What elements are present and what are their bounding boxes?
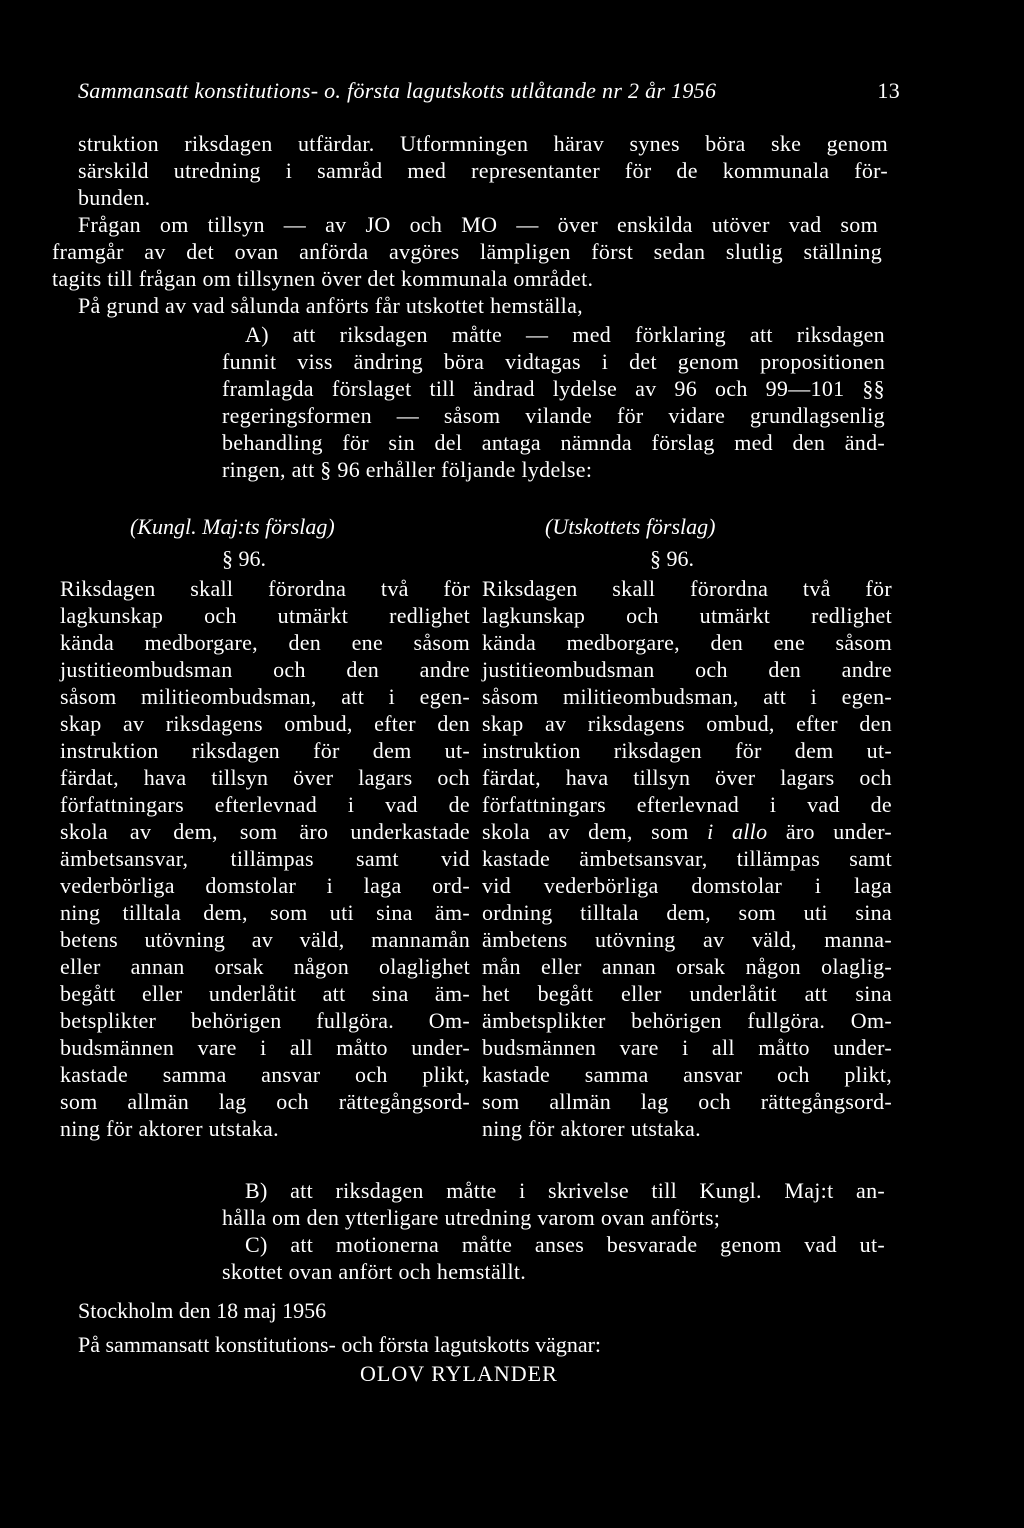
place-and-date: Stockholm den 18 maj 1956: [78, 1298, 327, 1323]
text-line: justitieombudsman och den andre: [60, 657, 470, 682]
text-line: På grund av vad sålunda anförts får utskottet hemställa,: [78, 293, 583, 318]
text-line: ämbetens utövning av väld, manna-: [482, 927, 892, 952]
text-line: kastade samma ansvar och plikt,: [60, 1062, 470, 1087]
text-line: såsom militieombudsman, att i egen-: [482, 684, 892, 709]
text-line: justitieombudsman och den andre: [482, 657, 892, 682]
text-line: vid vederbörliga domstolar i laga: [482, 873, 892, 898]
text-line: skap av riksdagens ombud, efter den: [482, 711, 892, 736]
text-line: B) att riksdagen måtte i skrivelse till Kungl. Maj:t an-: [245, 1178, 885, 1203]
text-line: budsmännen vare i all måtto under-: [482, 1035, 892, 1060]
text-line: bunden.: [78, 185, 151, 210]
text-line: färdat, hava tillsyn över lagars och: [60, 765, 470, 790]
amended-insertion: i allo: [707, 819, 768, 844]
text-line: kastade ämbetsansvar, tillämpas samt: [482, 846, 892, 871]
page-number: 13: [877, 78, 900, 103]
text-line: färdat, hava tillsyn över lagars och: [482, 765, 892, 790]
text-line: skottet ovan anfört och hemställt.: [222, 1259, 527, 1284]
text-line: mån eller annan orsak någon olaglig-: [482, 954, 892, 979]
text-line: ning tilltala dem, som uti sina äm-: [60, 900, 470, 925]
running-header: [78, 78, 900, 104]
left-section-number: § 96.: [222, 546, 266, 571]
text-line: såsom militieombudsman, att i egen-: [60, 684, 470, 709]
text-line: A) att riksdagen måtte — med förklaring att riksdagen: [245, 322, 885, 347]
text-segment: skola av dem, som: [482, 819, 708, 844]
text-line: kända medborgare, den ene såsom: [482, 630, 892, 655]
text-line: som allmän lag och rättegångsord-: [482, 1089, 892, 1114]
text-line: eller annan orsak någon olaglighet: [60, 954, 470, 979]
text-line: instruktion riksdagen för dem ut-: [60, 738, 470, 763]
text-line: betsplikter behörigen fullgöra. Om-: [60, 1008, 470, 1033]
right-section-number: § 96.: [650, 546, 694, 571]
text-line: tagits till frågan om tillsynen över det kommunala området.: [52, 266, 594, 291]
on-behalf-line: På sammansatt konstitutions- och första lagutskotts vägnar:: [78, 1332, 602, 1357]
signature-name: OLOV RYLANDER: [360, 1361, 558, 1386]
text-line: begått eller underlåtit att sina äm-: [60, 981, 470, 1006]
text-line: ning för aktorer utstaka.: [60, 1116, 279, 1141]
text-line: ämbetsansvar, tillämpas samt vid: [60, 846, 470, 871]
text-line: lagkunskap och utmärkt redlighet: [60, 603, 470, 628]
text-line: kastade samma ansvar och plikt,: [482, 1062, 892, 1087]
text-line: vederbörliga domstolar i laga ord-: [60, 873, 470, 898]
text-line: lagkunskap och utmärkt redlighet: [482, 603, 892, 628]
text-segment: äro under-: [767, 819, 893, 844]
text-line: Riksdagen skall förordna två för: [60, 576, 470, 601]
text-line: funnit viss ändring böra vidtagas i det genom propositionen: [222, 349, 885, 374]
header-title: Sammansatt konstitutions- o. första lagutskotts utlåtande nr 2 år 1956: [78, 78, 717, 103]
text-line: C) att motionerna måtte anses besvarade genom vad ut-: [245, 1232, 885, 1257]
left-column-heading: (Kungl. Maj:ts förslag): [130, 514, 335, 539]
text-line: het begått eller underlåtit att sina: [482, 981, 892, 1006]
text-line: framlagda förslaget till ändrad lydelse av 96 och 99—101 §§: [222, 376, 885, 401]
text-line: som allmän lag och rättegångsord-: [60, 1089, 470, 1114]
text-line: framgår av det ovan anförda avgöres lämpligen först sedan slutlig ställning: [52, 239, 882, 264]
text-line: ordning tilltala dem, som uti sina: [482, 900, 892, 925]
right-column-heading: (Utskottets förslag): [545, 514, 716, 539]
text-line: skola av dem, som äro underkastade: [60, 819, 470, 844]
text-line: författningars efterlevnad i vad de: [482, 792, 892, 817]
text-line-amended: [482, 821, 892, 843]
text-line: särskild utredning i samråd med representanter för de kommunala för-: [78, 158, 888, 183]
text-line: skap av riksdagens ombud, efter den: [60, 711, 470, 736]
text-line: budsmännen vare i all måtto under-: [60, 1035, 470, 1060]
text-line: ämbetsplikter behörigen fullgöra. Om-: [482, 1008, 892, 1033]
text-line: Frågan om tillsyn — av JO och MO — över enskilda utöver vad som: [78, 212, 878, 237]
text-line: regeringsformen — såsom vilande för vidare grundlagsenlig: [222, 403, 885, 428]
text-line: Riksdagen skall förordna två för: [482, 576, 892, 601]
text-line: betens utövning av väld, mannamån: [60, 927, 470, 952]
text-line: ringen, att § 96 erhåller följande lydelse:: [222, 457, 593, 482]
text-line: kända medborgare, den ene såsom: [60, 630, 470, 655]
text-line: författningars efterlevnad i vad de: [60, 792, 470, 817]
text-line: behandling för sin del antaga nämnda förslag med den änd-: [222, 430, 885, 455]
text-line: instruktion riksdagen för dem ut-: [482, 738, 892, 763]
text-line: ning för aktorer utstaka.: [482, 1116, 701, 1141]
text-line: struktion riksdagen utfärdar. Utformningen härav synes böra ske genom: [78, 131, 888, 156]
text-line: hålla om den ytterligare utredning varom ovan anförts;: [222, 1205, 721, 1230]
